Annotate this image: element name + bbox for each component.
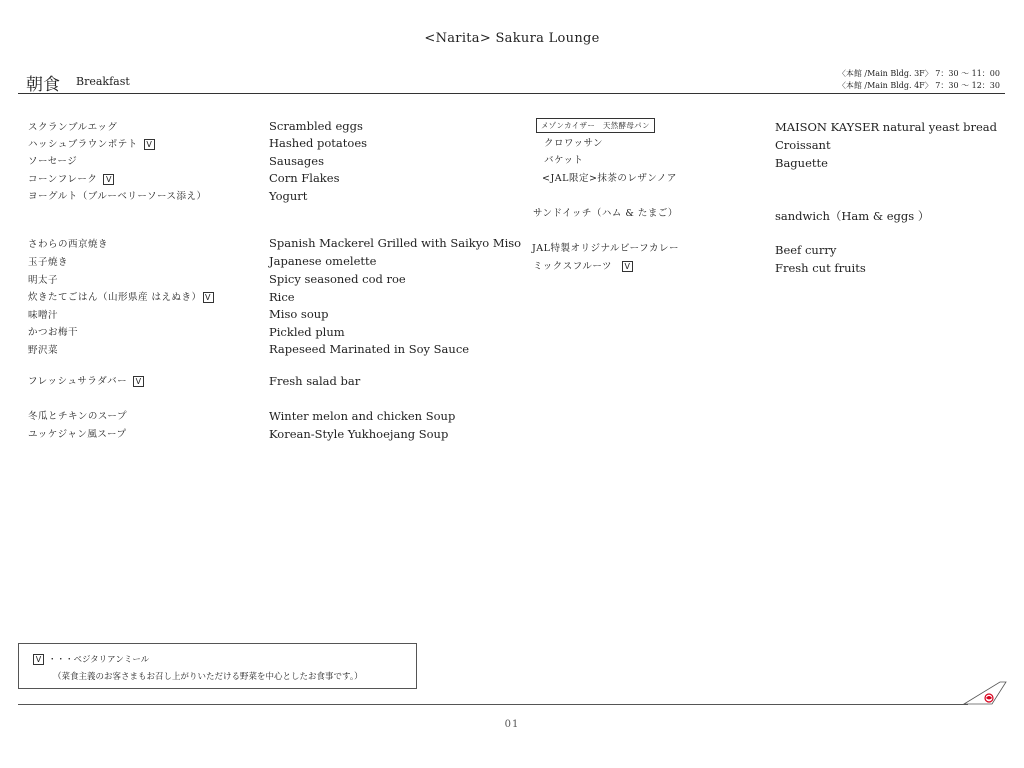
menu-item-jp: <JAL限定>抹茶のレザンノア [542,173,677,184]
menu-item-jp [28,408,127,422]
hours-3f: 〈本館 /Main Bldg. 3F〉 7：30 〜 11：00 [837,69,1000,78]
item-label: スクランブルエッグ [28,122,118,133]
menu-item-jp [28,153,77,167]
menu-item-en: Yogurt [269,189,308,203]
legend-text: ・・・ベジタリアンミール [48,655,150,665]
legend-line-2: （菜食主義のお客さまもお召し上がりいただける野菜を中心としたお食事です。） [53,672,363,682]
menu-item-en: Scrambled eggs [269,119,363,133]
vegetarian-badge: V [622,261,633,272]
page-title: <Narita> Sakura Lounge [424,31,600,46]
section-title-en: Breakfast [76,75,130,88]
menu-item-jp [28,324,78,338]
hours-4f: 〈本館 /Main Bldg. 4F〉 7：30 〜 12：30 [837,81,1000,90]
vegetarian-badge: V [103,174,114,185]
menu-item-en: Beef curry [775,243,837,257]
menu-item-en: Japanese omelette [269,254,377,268]
menu-item-jp [28,307,58,321]
menu-item-jp: バケット [544,155,584,166]
menu-item-jp [28,373,144,387]
menu-item-jp [28,188,206,202]
item-label: ヨーグルト（ブルーベリーソース添え） [28,191,207,202]
menu-item-en: Spicy seasoned cod roe [269,272,406,286]
menu-item-en: MAISON KAYSER natural yeast bread [775,120,997,134]
vegetarian-badge: V [144,139,155,150]
menu-item-jp [28,272,58,286]
kayser-label: メゾンカイザー 天然酵母パン [536,118,655,133]
menu-item-en: Spanish Mackerel Grilled with Saikyo Miso [269,236,522,250]
item-label: 玉子焼き [28,257,69,268]
menu-item-jp [28,119,117,133]
menu-item-en: Miso soup [269,307,329,321]
footer-rule [18,704,968,705]
menu-item-jp [28,342,58,356]
menu-item-en: Hashed potatoes [269,136,368,150]
item-label: さわらの西京焼き [28,239,109,250]
jal-tail-logo [962,680,1008,710]
menu-item-en: Corn Flakes [269,171,340,185]
item-label: ユッケジャン風スープ [28,429,127,440]
menu-item-en: Winter melon and chicken Soup [269,409,456,423]
menu-item-en: Korean-Style Yukhoejang Soup [269,427,449,441]
menu-item-jp: サンドイッチ（ハム & たまご） [533,208,678,219]
menu-item-en: Rapeseed Marinated in Soy Sauce [269,342,470,356]
section-title-jp: 朝食 [26,75,60,95]
menu-item-jp [28,289,214,303]
menu-item-en: sandwich（Ham & eggs ） [775,209,930,223]
item-label: コーンフレーク [28,174,98,185]
menu-item-en: Fresh salad bar [269,374,361,388]
menu-item-en: Baguette [775,156,828,170]
item-label: ミックスフルーツ [533,261,612,272]
item-label: ハッシュブラウンポテト [28,139,138,150]
item-label: 炊きたてごはん（山形県産 はえぬき） [28,292,202,303]
item-label: 冬瓜とチキンのスープ [28,411,127,422]
menu-item-jp [533,258,633,272]
menu-item-jp [28,171,114,185]
item-label: 味噌汁 [28,310,59,321]
item-label: 明太子 [28,275,59,286]
vegetarian-badge: V [33,654,44,665]
menu-item-en: Pickled plum [269,325,345,339]
menu-item-jp [28,136,155,150]
vegetarian-legend [18,643,417,689]
item-label: ソーセージ [28,156,78,167]
item-label: 野沢菜 [28,345,59,356]
page-number: 01 [504,719,520,730]
header-rule [18,93,1005,94]
legend-line-1 [33,653,149,665]
kayser-bread-box [536,118,655,133]
menu-item-jp: クロワッサン [544,138,604,149]
menu-item-en: Croissant [775,138,831,152]
menu-item-en: Fresh cut fruits [775,261,866,275]
menu-item-jp [28,236,108,250]
menu-item-jp [28,254,68,268]
item-label: かつお梅干 [28,327,79,338]
item-label: フレッシュサラダバー [28,376,128,387]
menu-item-jp: JAL特製オリジナルビーフカレー [532,243,680,254]
vegetarian-badge: V [133,376,144,387]
menu-item-en: Sausages [269,154,324,168]
vegetarian-badge: V [203,292,214,303]
opening-hours [838,68,1000,92]
menu-item-jp [28,426,126,440]
menu-item-en: Rice [269,290,295,304]
